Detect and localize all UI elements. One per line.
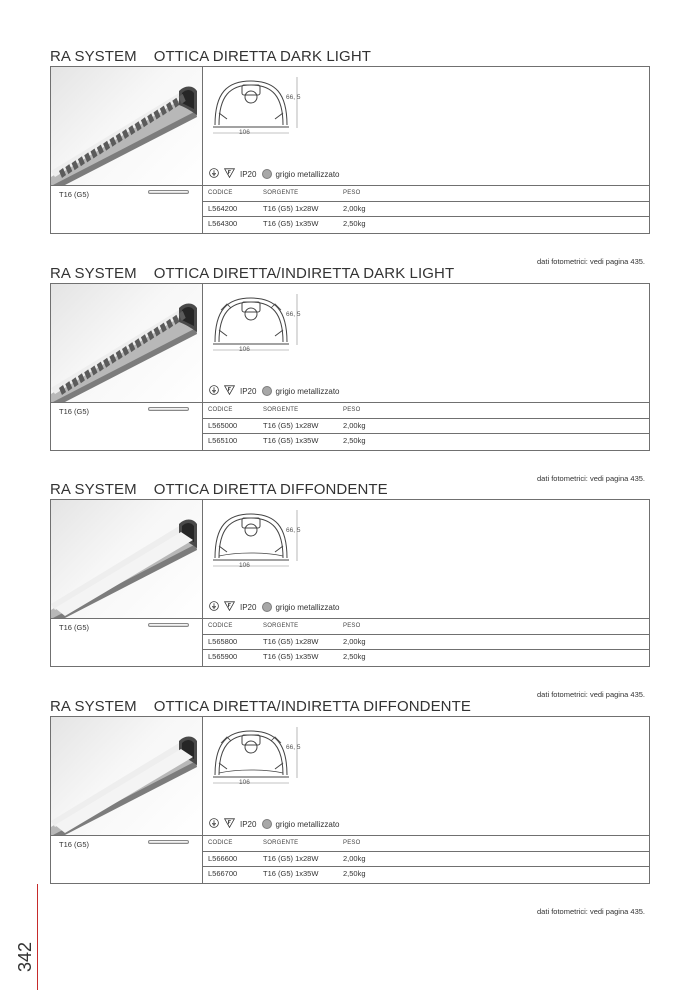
fluorescent-tube-icon bbox=[148, 190, 189, 194]
column-header-source: SORGENTE bbox=[263, 190, 299, 196]
table-row bbox=[203, 634, 650, 649]
product-photo bbox=[51, 67, 202, 185]
dimension-height: 66, 5 bbox=[286, 94, 301, 101]
section-title bbox=[50, 481, 388, 501]
product-photo bbox=[51, 284, 202, 402]
light-source: T16 (G5) 1x28W bbox=[263, 637, 319, 646]
lamp-type-label: T16 (G5) bbox=[59, 407, 90, 416]
product-code: L566700 bbox=[208, 869, 238, 878]
product-table bbox=[203, 618, 650, 664]
section-title bbox=[50, 48, 371, 68]
lamp-type-label: T16 (G5) bbox=[59, 190, 90, 199]
product-code: L565000 bbox=[208, 421, 238, 430]
table-header bbox=[203, 618, 650, 634]
table-row bbox=[203, 201, 650, 216]
cross-section-drawing bbox=[207, 506, 347, 576]
cross-section-drawing bbox=[207, 290, 347, 360]
light-source: T16 (G5) 1x28W bbox=[263, 421, 319, 430]
finish-color-swatch bbox=[262, 169, 272, 179]
product-code: L566600 bbox=[208, 854, 238, 863]
dimension-width: 106 bbox=[239, 779, 250, 786]
luminaire-image bbox=[51, 500, 202, 618]
product-weight: 2,00kg bbox=[343, 204, 366, 213]
table-header bbox=[203, 185, 650, 201]
lamp-type-label: T16 (G5) bbox=[59, 840, 90, 849]
product-card bbox=[50, 716, 650, 916]
luminaire-image bbox=[51, 717, 202, 835]
dimension-width: 106 bbox=[239, 562, 250, 569]
f-mark-icon bbox=[224, 818, 235, 830]
f-mark-icon bbox=[224, 601, 235, 613]
photometric-footnote: dati fotometrici: vedi pagina 435. bbox=[537, 474, 645, 483]
product-weight: 2,50kg bbox=[343, 219, 366, 228]
column-header-source: SORGENTE bbox=[263, 623, 299, 629]
dimension-height: 66, 5 bbox=[286, 744, 301, 751]
column-header-code: CODICE bbox=[208, 623, 233, 629]
photometric-footnote: dati fotometrici: vedi pagina 435. bbox=[537, 257, 645, 266]
product-weight: 2,50kg bbox=[343, 436, 366, 445]
certifications-row bbox=[209, 168, 340, 180]
finish-label: grigio metallizzato bbox=[275, 602, 340, 612]
lamp-type-label: T16 (G5) bbox=[59, 623, 90, 632]
column-header-weight: PESO bbox=[343, 840, 361, 846]
product-photo bbox=[51, 717, 202, 835]
product-card bbox=[50, 283, 650, 483]
ip-rating: IP20 bbox=[240, 819, 257, 829]
ip-rating: IP20 bbox=[240, 602, 257, 612]
section-title bbox=[50, 265, 454, 285]
fluorescent-tube-icon bbox=[148, 623, 189, 627]
product-weight: 2,00kg bbox=[343, 854, 366, 863]
product-weight: 2,00kg bbox=[343, 637, 366, 646]
fluorescent-tube-icon bbox=[148, 407, 189, 411]
light-source: T16 (G5) 1x28W bbox=[263, 854, 319, 863]
table-row bbox=[203, 866, 650, 881]
product-code: L564300 bbox=[208, 219, 238, 228]
page-accent-line bbox=[37, 884, 38, 990]
class-ground-icon bbox=[209, 168, 219, 180]
product-weight: 2,00kg bbox=[343, 421, 366, 430]
product-code: L565800 bbox=[208, 637, 238, 646]
class-ground-icon bbox=[209, 385, 219, 397]
finish-label: grigio metallizzato bbox=[275, 169, 340, 179]
product-card bbox=[50, 499, 650, 699]
column-header-code: CODICE bbox=[208, 190, 233, 196]
photometric-footnote: dati fotometrici: vedi pagina 435. bbox=[537, 907, 645, 916]
section-title-optic: OTTICA DIRETTA/INDIRETTA DARK LIGHT bbox=[153, 265, 455, 282]
section-title-optic: OTTICA DIRETTA DIFFONDENTE bbox=[153, 481, 388, 498]
section-title bbox=[50, 698, 471, 718]
finish-color-swatch bbox=[262, 386, 272, 396]
luminaire-image bbox=[51, 284, 202, 402]
product-code: L565100 bbox=[208, 436, 238, 445]
light-source: T16 (G5) 1x35W bbox=[263, 219, 319, 228]
certifications-row bbox=[209, 601, 340, 613]
section-title-system: RA SYSTEM bbox=[50, 481, 137, 498]
column-header-code: CODICE bbox=[208, 840, 233, 846]
table-row bbox=[203, 216, 650, 231]
light-source: T16 (G5) 1x35W bbox=[263, 869, 319, 878]
finish-label: grigio metallizzato bbox=[275, 819, 340, 829]
product-code: L565900 bbox=[208, 652, 238, 661]
certifications-row bbox=[209, 385, 340, 397]
dimension-height: 66, 5 bbox=[286, 311, 301, 318]
section-title-optic: OTTICA DIRETTA DARK LIGHT bbox=[153, 48, 372, 65]
table-row bbox=[203, 649, 650, 664]
table-row bbox=[203, 433, 650, 448]
column-header-weight: PESO bbox=[343, 407, 361, 413]
cross-section-drawing bbox=[207, 73, 347, 143]
column-header-source: SORGENTE bbox=[263, 840, 299, 846]
section-title-system: RA SYSTEM bbox=[50, 265, 137, 282]
certifications-row bbox=[209, 818, 340, 830]
finish-color-swatch bbox=[262, 819, 272, 829]
product-photo bbox=[51, 500, 202, 618]
product-table bbox=[203, 835, 650, 881]
column-header-weight: PESO bbox=[343, 190, 361, 196]
cross-section-drawing bbox=[207, 723, 347, 793]
f-mark-icon bbox=[224, 385, 235, 397]
product-code: L564200 bbox=[208, 204, 238, 213]
table-row bbox=[203, 418, 650, 433]
product-weight: 2,50kg bbox=[343, 652, 366, 661]
column-header-weight: PESO bbox=[343, 623, 361, 629]
product-table bbox=[203, 185, 650, 231]
dimension-width: 106 bbox=[239, 129, 250, 136]
finish-color-swatch bbox=[262, 602, 272, 612]
class-ground-icon bbox=[209, 601, 219, 613]
section-title-system: RA SYSTEM bbox=[50, 698, 137, 715]
table-row bbox=[203, 851, 650, 866]
dimension-height: 66, 5 bbox=[286, 527, 301, 534]
column-header-code: CODICE bbox=[208, 407, 233, 413]
page-number: 342 bbox=[15, 941, 35, 972]
dimension-width: 106 bbox=[239, 346, 250, 353]
f-mark-icon bbox=[224, 168, 235, 180]
class-ground-icon bbox=[209, 818, 219, 830]
luminaire-image bbox=[51, 67, 202, 185]
finish-label: grigio metallizzato bbox=[275, 386, 340, 396]
light-source: T16 (G5) 1x35W bbox=[263, 436, 319, 445]
ip-rating: IP20 bbox=[240, 386, 257, 396]
fluorescent-tube-icon bbox=[148, 840, 189, 844]
column-header-source: SORGENTE bbox=[263, 407, 299, 413]
light-source: T16 (G5) 1x28W bbox=[263, 204, 319, 213]
product-table bbox=[203, 402, 650, 448]
table-header bbox=[203, 835, 650, 851]
ip-rating: IP20 bbox=[240, 169, 257, 179]
light-source: T16 (G5) 1x35W bbox=[263, 652, 319, 661]
section-title-system: RA SYSTEM bbox=[50, 48, 137, 65]
section-title-optic: OTTICA DIRETTA/INDIRETTA DIFFONDENTE bbox=[153, 698, 471, 715]
table-header bbox=[203, 402, 650, 418]
product-weight: 2,50kg bbox=[343, 869, 366, 878]
photometric-footnote: dati fotometrici: vedi pagina 435. bbox=[537, 690, 645, 699]
product-card bbox=[50, 66, 650, 266]
